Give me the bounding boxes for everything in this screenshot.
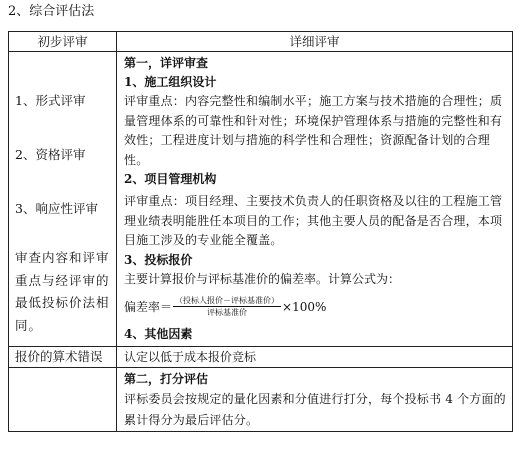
preliminary-review-cell xyxy=(9,52,117,347)
item3-text: 主要计算报价与评标基准价的偏差率。计算公式为： xyxy=(124,271,401,286)
left-item-formal-review: 1、形式评审 xyxy=(15,93,86,108)
item2-text: 评审重点：项目经理、主要技术负责人的任职资格及以往的工程施工管理业绩表明能胜任本项目的工作；其他主要人员的配备是否合理，本项目施工涉及的专业能全覆盖。 xyxy=(124,194,503,247)
formula-suffix: ×100% xyxy=(282,299,327,314)
formula-fraction xyxy=(173,295,281,318)
header-preliminary-review: 初步评审 xyxy=(9,32,117,52)
scoring-text: 评标委员会按规定的量化因素和分值进行打分，每个投标书 4 个方面的累计得分为最后评估分。 xyxy=(124,391,506,427)
deviation-formula xyxy=(124,290,506,324)
item3-title: 3、投标报价 xyxy=(124,252,193,267)
item1-title: 1、施工组织设计 xyxy=(124,75,217,89)
detailed-review-cell xyxy=(117,52,513,347)
item2-title: 2、项目管理机构 xyxy=(124,172,217,186)
table-row-arithmetic-error xyxy=(9,346,513,367)
arithmetic-error-rule: 认定以低于成本报价竞标 xyxy=(117,346,513,367)
header-detailed-review: 详细评审 xyxy=(117,32,513,52)
left-item-responsiveness-review: 3、响应性评审 xyxy=(15,201,98,216)
formula-numerator: （投标人报价－评标基准价） xyxy=(175,296,280,305)
table-row-scoring xyxy=(9,367,513,431)
scoring-title: 第二，打分评估 xyxy=(124,371,209,386)
evaluation-table xyxy=(8,31,513,432)
formula-denominator: 评标基准价 xyxy=(207,308,248,317)
table-row-main xyxy=(9,52,513,347)
item1-text: 评审重点：内容完整性和编制水平；施工方案与技术措施的合理性；质量管理体系的可靠性和针对性；环境保护管理体系与措施的完整性和有效性；工程进度计划与措施的科学性和合理性；资源配备计划的合理性。 xyxy=(124,94,503,167)
left-item-qualification-review: 2、资格评审 xyxy=(15,147,86,162)
arithmetic-error-label: 报价的算术错误 xyxy=(9,346,117,367)
item4-title: 4、其他因素 xyxy=(124,326,193,341)
scoring-left-cell xyxy=(9,367,117,431)
section-heading: 2、综合评估法 xyxy=(8,4,95,19)
left-item-review-note: 审查内容和评审重点与经评审的最低投标价法相同。 xyxy=(15,250,110,333)
section1-title: 第一，详评审查 xyxy=(124,56,209,70)
formula-prefix: 偏差率＝ xyxy=(124,300,173,314)
table-header-row xyxy=(9,32,513,52)
scoring-right-cell xyxy=(117,367,513,431)
